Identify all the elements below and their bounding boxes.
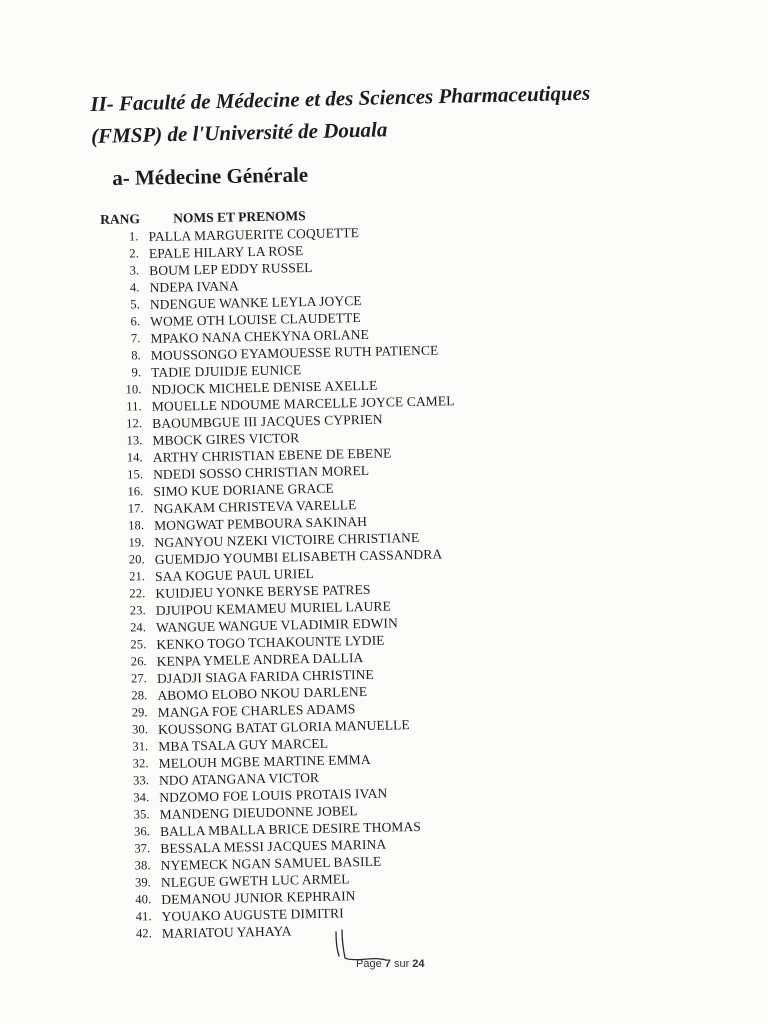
row-name: DEMANOU JUNIOR KEPHRAIN — [161, 887, 356, 907]
row-rank: 41. — [135, 909, 152, 924]
row-rank: 9. — [131, 365, 142, 380]
row-name: NGAKAM CHRISTEVA VARELLE — [153, 496, 357, 516]
row-rank: 35. — [133, 807, 150, 822]
row-rank: 40. — [135, 892, 152, 907]
table-rows — [100, 220, 594, 943]
row-name: WOME OTH LOUISE CLAUDETTE — [150, 309, 361, 329]
row-name: KUIDJEU YONKE BERYSE PATRES — [155, 581, 371, 601]
row-name: MOUSSONGO EYAMOUESSE RUTH PATIENCE — [150, 342, 439, 363]
row-rank: 34. — [133, 790, 150, 805]
row-rank: 7. — [130, 331, 141, 346]
row-name: NYEMECK NGAN SAMUEL BASILE — [160, 853, 382, 873]
row-name: MOUELLE NDOUME MARCELLE JOYCE CAMEL — [151, 392, 455, 414]
row-name: BALLA MBALLA BRICE DESIRE THOMAS — [159, 818, 422, 839]
row-rank: 16. — [127, 484, 144, 499]
row-name: EPALE HILARY LA ROSE — [148, 242, 304, 261]
page-total: 24 — [412, 958, 425, 970]
ranking-table — [100, 199, 594, 943]
row-rank: 18. — [128, 518, 145, 533]
row-name: MANDENG DIEUDONNE JOBEL — [159, 802, 358, 822]
row-rank: 26. — [130, 654, 147, 669]
page-word: Page — [356, 958, 382, 970]
row-name: KENPA YMELE ANDREA DALLIA — [156, 649, 364, 669]
row-rank: 17. — [127, 501, 144, 516]
row-rank: 30. — [131, 722, 149, 737]
row-rank: 14. — [126, 450, 143, 465]
row-name: KOUSSONG BATAT GLORIA MANUELLE — [157, 716, 410, 737]
row-name: NDENGUE WANKE LEYLA JOYCE — [149, 292, 362, 312]
row-rank: 23. — [129, 603, 146, 618]
row-name: NDJOCK MICHELE DENISE AXELLE — [151, 377, 378, 397]
row-rank: 38. — [134, 858, 151, 873]
row-rank: 3. — [129, 263, 140, 278]
row-rank: 22. — [129, 586, 146, 601]
row-name: NGANYOU NZEKI VICTOIRE CHRISTIANE — [154, 529, 420, 550]
page-footer — [356, 958, 425, 970]
row-rank: 2. — [129, 246, 140, 261]
row-rank: 33. — [132, 773, 150, 788]
row-rank: 8. — [131, 348, 141, 363]
row-rank: 32. — [132, 756, 149, 771]
row-rank: 11. — [126, 399, 142, 414]
row-name: KENKO TOGO TCHAKOUNTE LYDIE — [156, 632, 385, 652]
row-name: NDEDI SOSSO CHRISTIAN MOREL — [152, 462, 370, 482]
row-rank: 13. — [126, 433, 143, 448]
page-current: 7 — [384, 958, 391, 970]
row-rank: 29. — [131, 705, 148, 720]
of-word: sur — [393, 958, 410, 970]
faculty-heading — [90, 74, 691, 152]
row-name: SIMO KUE DORIANE GRACE — [153, 480, 334, 499]
row-rank: 12. — [126, 416, 143, 431]
row-rank: 27. — [130, 671, 148, 686]
name-column-header: NOMS ET PRENOMS — [173, 208, 306, 226]
row-name: PALLA MARGUERITE COQUETTE — [148, 224, 360, 244]
rank-column-header: RANG — [100, 211, 141, 227]
row-name: YOUAKO AUGUSTE DIMITRI — [161, 904, 344, 924]
row-rank: 15. — [127, 467, 144, 482]
row-rank: 25. — [130, 637, 147, 652]
row-rank: 21. — [129, 569, 146, 584]
faculty-heading-line2: (FMSP) de l'Université de Douala — [90, 117, 388, 148]
row-name: WANGUE WANGUE VLADIMIR EDWIN — [155, 614, 399, 635]
row-rank: 39. — [134, 875, 152, 890]
row-rank: 36. — [133, 824, 151, 839]
row-name: MBOCK GIRES VICTOR — [152, 429, 300, 448]
row-rank: 37. — [134, 841, 151, 856]
row-rank: 20. — [128, 552, 145, 567]
row-name: MELOUH MGBE MARTINE EMMA — [158, 751, 371, 771]
row-rank: 1. — [128, 229, 139, 244]
row-rank: 5. — [130, 297, 140, 312]
row-name: GUEMDJO YOUMBI ELISABETH CASSANDRA — [154, 545, 443, 567]
row-name: MARIATOU YAHAYA — [161, 922, 292, 941]
row-name: NDO ATANGANA VICTOR — [158, 769, 320, 788]
row-name: MANGA FOE CHARLES ADAMS — [157, 700, 356, 720]
row-name: NLEGUE GWETH LUC ARMEL — [160, 870, 350, 890]
row-name: NDZOMO FOE LOUIS PROTAIS IVAN — [159, 785, 388, 805]
row-name: BESSALA MESSI JACQUES MARINA — [160, 836, 387, 856]
row-name: MPAKO NANA CHEKYNA ORLANE — [150, 326, 370, 346]
row-rank: 19. — [128, 535, 145, 550]
row-name: DJUIPOU KEMAMEU MURIEL LAURE — [155, 597, 392, 618]
row-name: SAA KOGUE PAUL URIEL — [154, 565, 315, 584]
row-name: MONGWAT PEMBOURA SAKINAH — [153, 513, 368, 533]
row-rank: 10. — [125, 382, 142, 397]
row-name: BOUM LEP EDDY RUSSEL — [149, 259, 313, 278]
row-rank: 42. — [135, 926, 153, 941]
row-rank: 6. — [130, 314, 141, 329]
row-rank: 31. — [132, 739, 149, 754]
row-name: ARTHY CHRISTIAN EBENE DE EBENE — [152, 444, 392, 465]
row-name: ABOMO ELOBO NKOU DARLENE — [157, 683, 368, 703]
row-name: MBA TSALA GUY MARCEL — [158, 735, 329, 754]
row-name: BAOUMBGUE III JACQUES CYPRIEN — [151, 411, 383, 431]
section-title: a- Médecine Générale — [112, 162, 309, 190]
row-name: TADIE DJUIDJE EUNICE — [151, 361, 302, 380]
faculty-heading-line1: II- Faculté de Médecine et des Sciences Pharmaceutiques — [90, 80, 591, 116]
row-rank: 4. — [129, 280, 140, 295]
row-name: DJADJI SIAGA FARIDA CHRISTINE — [156, 666, 374, 686]
row-name: NDEPA IVANA — [149, 277, 239, 295]
row-rank: 28. — [131, 688, 148, 703]
row-rank: 24. — [129, 620, 147, 635]
